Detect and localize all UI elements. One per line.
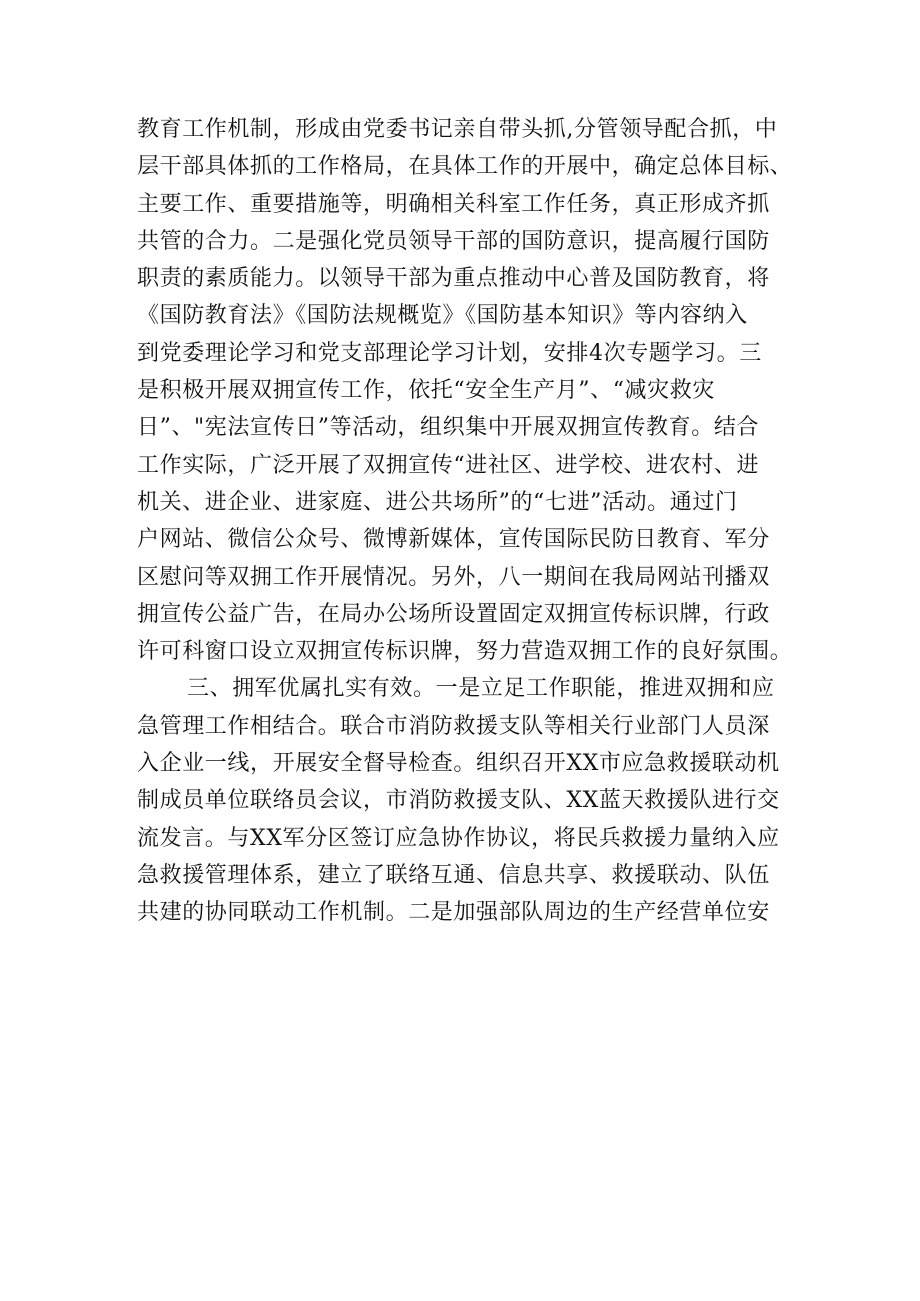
- text-line: 入企业一线，开展安全督导检查。组织召开XX市应急救援联动机: [137, 751, 780, 777]
- text-line: 是积极开展双拥宣传工作，依托“安全生产月”、“减灾救灾: [137, 378, 715, 404]
- text-line: 急管理工作相结合。联合市消防救援支队等相关行业部门人员深: [137, 713, 770, 739]
- text-line: 许可科窗口设立双拥宣传标识牌，努力营造双拥工作的良好氛围。: [137, 639, 793, 665]
- text-line: 主要工作、重要措施等，明确相关科室工作任务，真正形成齐抓: [137, 191, 770, 217]
- text-line: 层干部具体抓的工作格局，在具体工作的开展中，确定总体目标、: [137, 154, 793, 180]
- text-line: 职责的素质能力。以领导干部为重点推动中心普及国防教育，将: [137, 266, 770, 292]
- text-line: 流发言。与XX军分区签订应急协作协议，将民兵救援力量纳入应: [137, 825, 780, 851]
- text-line: 日”、"宪法宣传日”等活动，组织集中开展双拥宣传教育。结合: [137, 415, 760, 441]
- section-heading-line: 三、拥军优属扎实有效。一是立足工作职能，推进双拥和应: [187, 676, 775, 702]
- text-line: 急救援管理体系，建立了联络互通、信息共享、救援联动、队伍: [137, 862, 770, 888]
- text-line: 工作实际，广泛开展了双拥宣传“进社区、进学校、进农村、进: [137, 452, 760, 478]
- text-line: 户网站、微信公众号、微博新媒体，宣传国际民防日教育、军分: [137, 527, 770, 553]
- text-line: 共建的协同联动工作机制。二是加强部队周边的生产经营单位安: [137, 900, 770, 926]
- text-line: 教育工作机制，形成由党委书记亲自带头抓,分管领导配合抓，中: [137, 117, 778, 142]
- text-line: 制成员单位联络员会议，市消防救援支队、XX蓝天救援队进行交: [137, 788, 780, 814]
- text-line: 拥宣传公益广告，在局办公场所设置固定双拥宣传标识牌，行政: [137, 601, 770, 627]
- text-line: 共管的合力。二是强化党员领导干部的国防意识，提高履行国防: [137, 228, 770, 254]
- text-line: 《国防教育法》《国防法规概览》《国防基本知识》等内容纳入: [137, 303, 748, 329]
- text-line: 到党委理论学习和党支部理论学习计划，安排4次专题学习。三: [137, 340, 762, 366]
- document-body: [137, 111, 797, 932]
- text-line: 机关、进企业、进家庭、进公共场所”的“七进”活动。通过门: [137, 489, 738, 515]
- text-line: 区慰问等双拥工作开展情况。另外，八一期间在我局网站刊播双: [137, 564, 770, 590]
